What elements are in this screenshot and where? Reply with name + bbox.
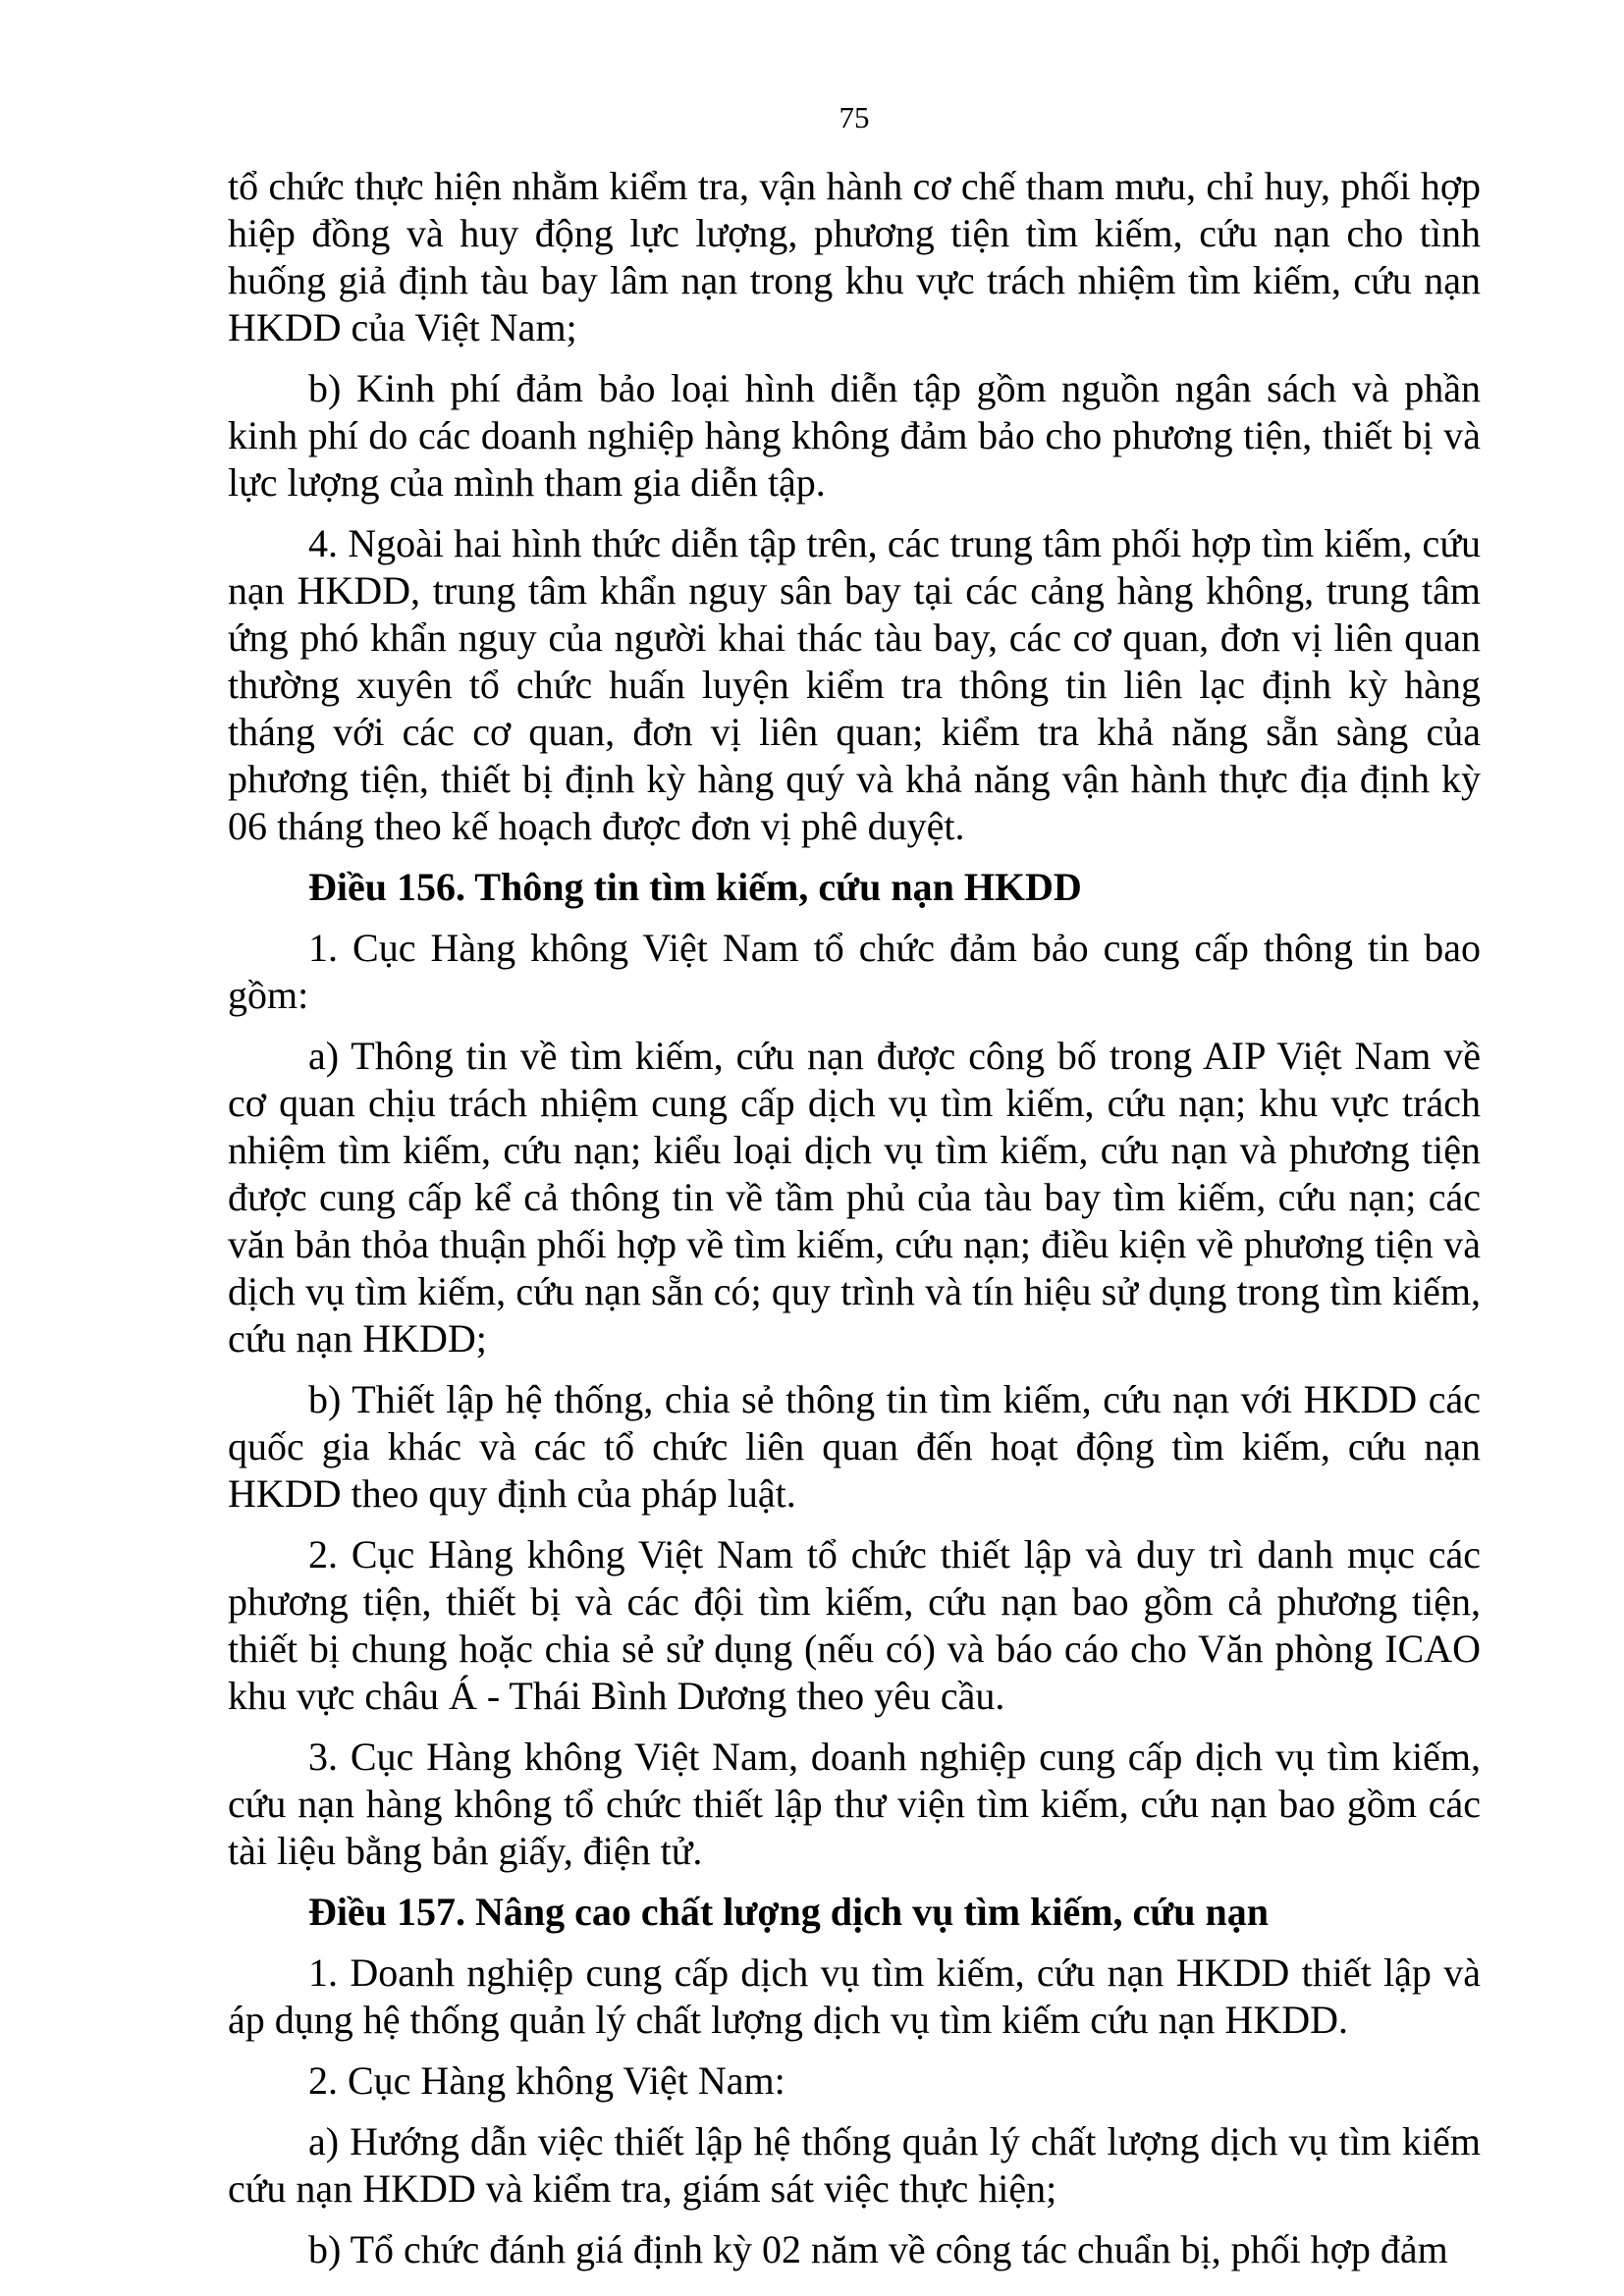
paragraph-continuation: tổ chức thực hiện nhằm kiểm tra, vận hành cơ chế tham mưu, chỉ huy, phối hợp hiệp đồng và huy động lực lượng, phương tiện tìm kiếm, cứu nạn cho tình huống giả định tàu bay lâm nạn trong khu vực trách nhiệm tìm kiếm, cứu nạn HKDD của Việt Nam; [228, 164, 1481, 349]
article-heading-156: Điều 156. Thông tin tìm kiếm, cứu nạn HKDD [308, 865, 1082, 909]
paragraph-157-2: 2. Cục Hàng không Việt Nam: [308, 2058, 785, 2103]
paragraph-156-1a: a) Thông tin về tìm kiếm, cứu nạn được công bố trong AIP Việt Nam về cơ quan chịu trách nhiệm cung cấp dịch vụ tìm kiếm, cứu nạn; khu vực trách nhiệm tìm kiếm, cứu nạn; kiểu loại dịch vụ tìm kiếm, cứu nạn và phương tiện được cung cấp kể cả thông tin về tầm phủ của tàu bay tìm kiếm, cứu nạn; các văn bản thỏa thuận phối hợp về tìm kiếm, cứu nạn; điều kiện về phương tiện và dịch vụ tìm kiếm, cứu nạn sẵn có; quy trình và tín hiệu sử dụng trong tìm kiếm, cứu nạn HKDD; [228, 1034, 1481, 1361]
paragraph-157-2a: a) Hướng dẫn việc thiết lập hệ thống quản lý chất lượng dịch vụ tìm kiếm cứu nạn HKDD và kiểm tra, giám sát việc thực hiện; [228, 2119, 1481, 2211]
paragraph-157-1: 1. Doanh nghiệp cung cấp dịch vụ tìm kiếm, cứu nạn HKDD thiết lập và áp dụng hệ thống quản lý chất lượng dịch vụ tìm kiếm cứu nạn HKDD. [228, 1950, 1481, 2042]
page-number: 75 [839, 100, 870, 134]
paragraph-156-1: 1. Cục Hàng không Việt Nam tổ chức đảm bảo cung cấp thông tin bao gồm: [228, 926, 1481, 1017]
paragraph-157-2b: b) Tổ chức đánh giá định kỳ 02 năm về công tác chuẩn bị, phối hợp đảm [308, 2227, 1448, 2271]
paragraph-156-3: 3. Cục Hàng không Việt Nam, doanh nghiệp cung cấp dịch vụ tìm kiếm, cứu nạn hàng không tổ chức thiết lập thư viện tìm kiếm, cứu nạn bao gồm các tài liệu bằng bản giấy, điện tử. [228, 1735, 1481, 1873]
article-heading-157: Điều 157. Nâng cao chất lượng dịch vụ tìm kiếm, cứu nạn [308, 1890, 1270, 1934]
paragraph-item-4: 4. Ngoài hai hình thức diễn tập trên, các trung tâm phối hợp tìm kiếm, cứu nạn HKDD, trung tâm khẩn nguy sân bay tại các cảng hàng không, trung tâm ứng phó khẩn nguy của người khai thác tàu bay, các cơ quan, đơn vị liên quan thường xuyên tổ chức huấn luyện kiểm tra thông tin liên lạc định kỳ hàng tháng với các cơ quan, đơn vị liên quan; kiểm tra khả năng sẵn sàng của phương tiện, thiết bị định kỳ hàng quý và khả năng vận hành thực địa định kỳ 06 tháng theo kế hoạch được đơn vị phê duyệt. [228, 521, 1481, 848]
paragraph-156-1b: b) Thiết lập hệ thống, chia sẻ thông tin tìm kiếm, cứu nạn với HKDD các quốc gia khác và các tổ chức liên quan đến hoạt động tìm kiếm, cứu nạn HKDD theo quy định của pháp luật. [228, 1377, 1481, 1516]
paragraph-item-b-funding: b) Kinh phí đảm bảo loại hình diễn tập gồm nguồn ngân sách và phần kinh phí do các doanh nghiệp hàng không đảm bảo cho phương tiện, thiết bị và lực lượng của mình tham gia diễn tập. [228, 366, 1481, 505]
paragraph-156-2: 2. Cục Hàng không Việt Nam tổ chức thiết lập và duy trì danh mục các phương tiện, thiết bị và các đội tìm kiếm, cứu nạn bao gồm cả phương tiện, thiết bị chung hoặc chia sẻ sử dụng (nếu có) và báo cáo cho Văn phòng ICAO khu vực châu Á - Thái Bình Dương theo yêu cầu. [228, 1532, 1481, 1718]
